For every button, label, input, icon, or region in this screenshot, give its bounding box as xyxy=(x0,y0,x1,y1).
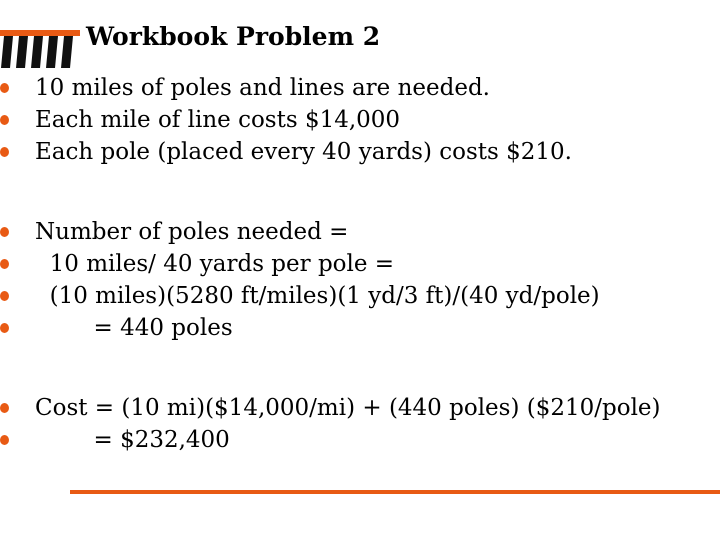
bullet-item xyxy=(0,217,700,247)
bullet-dot-icon xyxy=(0,435,9,445)
logo-top-stripe xyxy=(0,30,80,36)
bullet-item xyxy=(0,137,700,167)
bullet-dot-icon xyxy=(0,83,9,93)
bullet-dot-icon xyxy=(0,259,9,269)
bullet-dot-icon xyxy=(0,227,9,237)
bullet-item xyxy=(0,393,700,423)
bullet-dot-icon xyxy=(0,323,9,333)
bullet-text: = 440 poles xyxy=(35,315,233,341)
logo-bar xyxy=(46,36,58,68)
logo-bar xyxy=(61,36,73,68)
bullet-text: Each pole (placed every 40 yards) costs $210. xyxy=(35,139,572,165)
bullet-item xyxy=(0,249,700,279)
bullet-text: = $232,400 xyxy=(35,427,230,453)
bullet-text: 10 miles of poles and lines are needed. xyxy=(35,75,490,101)
bullet-text: (10 miles)(5280 ft/miles)(1 yd/3 ft)/(40 yd/pole) xyxy=(35,283,600,309)
bullet-item xyxy=(0,73,700,103)
slide-title: Workbook Problem 2 xyxy=(86,22,381,51)
bullet-item xyxy=(0,281,700,311)
bullet-item xyxy=(0,105,700,135)
bullet-item xyxy=(0,425,700,455)
logo-bar xyxy=(1,36,13,68)
bullet-text: Number of poles needed = xyxy=(35,219,349,245)
bullet-text: Cost = (10 mi)($14,000/mi) + (440 poles) ($210/pole) xyxy=(35,395,661,421)
bullet-item xyxy=(0,313,700,343)
logo-bar xyxy=(31,36,43,68)
bullet-dot-icon xyxy=(0,115,9,125)
bullet-text: 10 miles/ 40 yards per pole = xyxy=(35,251,395,277)
bottom-accent-line xyxy=(70,490,720,494)
bullet-dot-icon xyxy=(0,147,9,157)
striped-bars-logo-icon xyxy=(0,30,80,70)
logo-bar xyxy=(16,36,28,68)
bullet-dot-icon xyxy=(0,403,9,413)
bullet-text: Each mile of line costs $14,000 xyxy=(35,107,401,133)
bullet-dot-icon xyxy=(0,291,9,301)
